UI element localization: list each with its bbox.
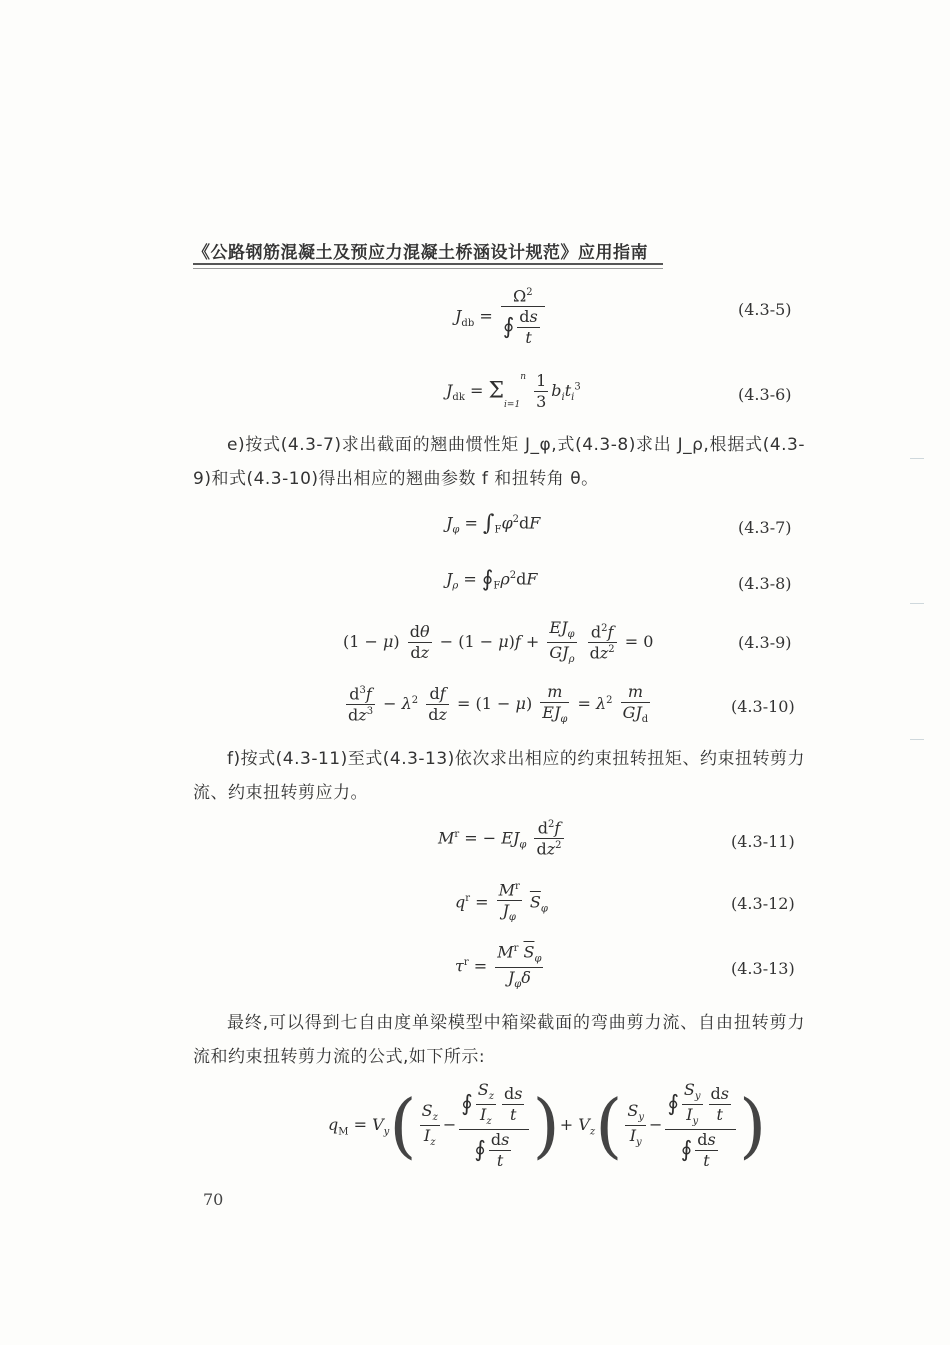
equation-number: (4.3-8): [738, 574, 792, 593]
margin-mark: [910, 603, 924, 604]
equation-number: (4.3-10): [731, 697, 795, 716]
equation-number: (4.3-5): [738, 300, 792, 319]
equation-number: (4.3-11): [731, 832, 795, 851]
equation-4-3-5: $J_{db}$ = $\Omega^2$ ∮ $\frac{ds}{t}$: [455, 288, 548, 346]
margin-mark: [910, 739, 924, 740]
header-rule-thin: [193, 268, 663, 269]
equation-4-3-9: (1 − μ) $\frac{d\theta}{dz}$ − (1 − μ)f + $\frac{EJ_\varphi}{GJ_\rho}$ $\frac{d^2f}{dz^2}$ = 0: [343, 618, 654, 666]
equation-number: (4.3-7): [738, 518, 792, 537]
paragraph-final: 最终,可以得到七自由度单梁模型中箱梁截面的弯曲剪力流、自由扭转剪力流和约束扭转剪力流的公式,如下所示:: [193, 1013, 805, 1067]
equation-4-3-10: $\frac{d^3f}{dz^3}$ − $\lambda^2$ $\frac{df}{dz}$ = (1 − μ) $\frac{m}{EJ_\varphi}$ = $\lambda^2$ $\frac{m}{GJ_d}$: [348, 682, 649, 726]
equation-4-3-6: $J_{dk} = \Sigma i=1^n$ $\frac{1}{3}$ $b_it_i^3$: [446, 371, 581, 411]
equation-4-3-7: $J_\varphi = \int_F\varphi^2dF$: [446, 511, 541, 536]
equation-number: (4.3-6): [738, 385, 792, 404]
equation-4-3-8: $J_\rho$ = $∮_F\rho^2dF$: [446, 567, 538, 592]
page-number: 70: [203, 1190, 224, 1209]
paragraph-step-f: f)按式(4.3-11)至式(4.3-13)依次求出相应的约束扭转扭矩、约束扭转剪力流、约束扭转剪应力。: [193, 749, 805, 803]
equation-number: (4.3-13): [731, 959, 795, 978]
running-header: 《公路钢筋混凝土及预应力混凝土桥涵设计规范》应用指南: [193, 243, 648, 263]
equation-number: (4.3-9): [738, 633, 792, 652]
paragraph-step-e: e)按式(4.3-7)求出截面的翘曲惯性矩 J_φ,式(4.3-8)求出 J_ρ,根据式(4.3-9)和式(4.3-10)得出相应的翘曲参数 f 和扭转角 θ。: [193, 435, 805, 489]
equation-4-3-13: $\tau^r$ = $\frac{M^r \overline{S}_\varphi}{J_\varphi\delta}$: [455, 942, 542, 990]
equation-q-m: $q_M = V_y$( $\frac{S_z}{I_z}$ − ∮ $\frac{S_z}{I_z}$ $\frac{ds}{t}$ ∮ $\frac{ds}{t}$ )+ $V_z$( $\frac{S_y}{I_y}$ − ∮ $\frac{S_y}{I_y}$ $\frac{ds}{t}$ ∮ $\frac{ds}{t}$ ): [328, 1080, 767, 1171]
equation-number: (4.3-12): [731, 894, 795, 913]
equation-4-3-11: $M^r$ = − $EJ_\varphi$ $\frac{d^2f}{dz^2}$: [438, 818, 562, 859]
equation-4-3-12: $q^r$ = $\frac{M^r}{J_\varphi}$ $\overline{S}_\varphi$: [455, 880, 548, 924]
header-rule: [193, 263, 663, 265]
margin-mark: [910, 458, 924, 459]
